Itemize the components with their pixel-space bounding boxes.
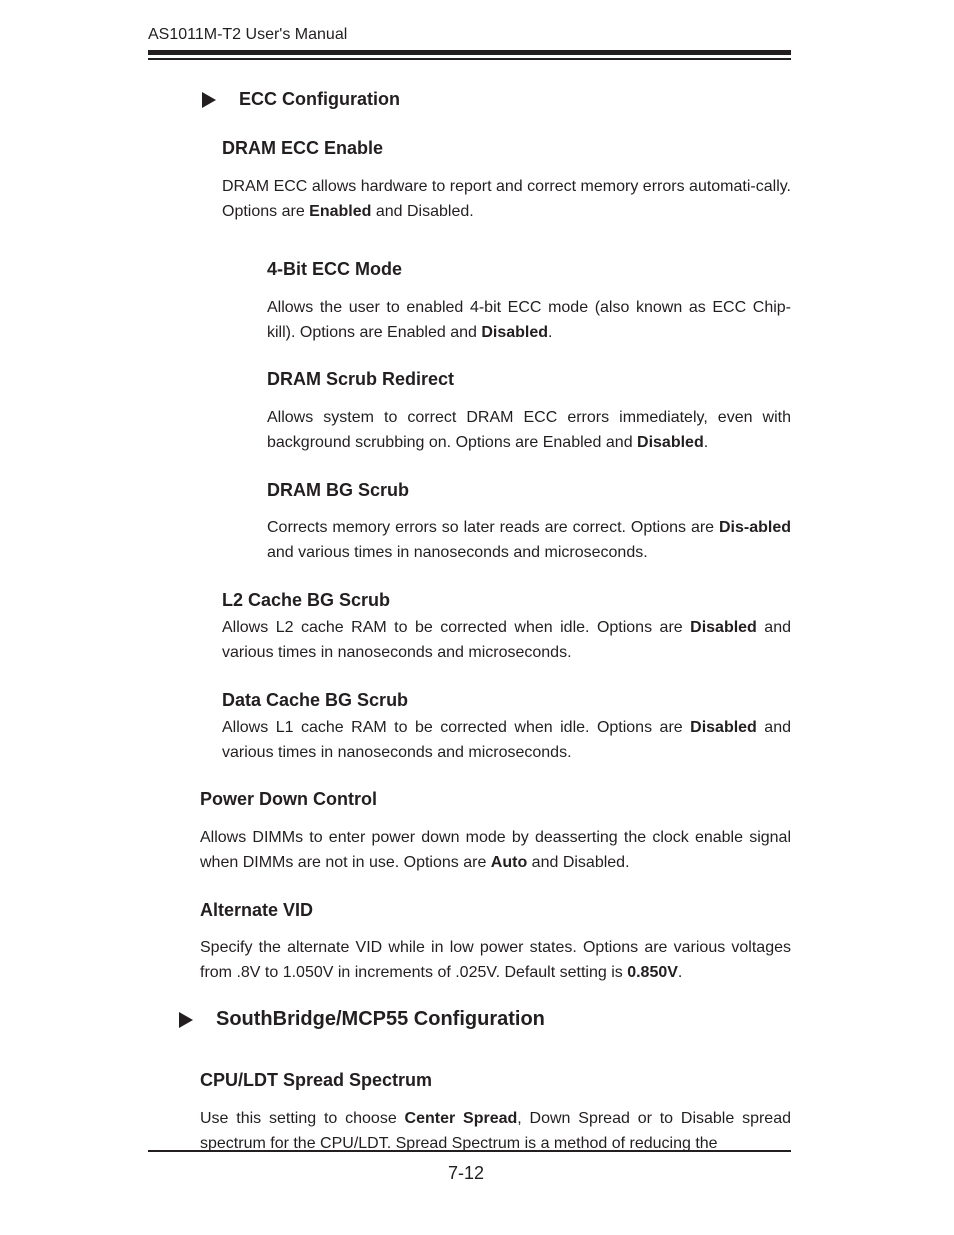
item-title-dram-bg-scrub: DRAM BG Scrub — [267, 480, 410, 500]
item-title-l2-cache-bg-scrub: L2 Cache BG Scrub — [222, 590, 391, 610]
item-desc-4bit-ecc-mode: Allows the user to enabled 4-bit ECC mode (also known as ECC Chip-kill). Options are Enabled and Disabled. — [267, 299, 791, 341]
footer-rule — [148, 1150, 791, 1152]
item-desc-dram-bg-scrub: Corrects memory errors so later reads are correct. Options are Dis-abled and various times in nanoseconds and microseconds. — [267, 519, 791, 561]
item-title-dram-scrub-redirect: DRAM Scrub Redirect — [267, 369, 455, 389]
manual-title: AS1011M-T2 User's Manual — [148, 26, 348, 43]
triangle-arrow-icon — [202, 92, 216, 108]
triangle-arrow-icon — [179, 1012, 193, 1028]
item-title-alternate-vid: Alternate VID — [200, 900, 314, 920]
section-title-ecc: ECC Configuration — [239, 89, 400, 109]
item-desc-dram-scrub-redirect: Allows system to correct DRAM ECC errors immediately, even with background scrubbing on. Options are Enabled and Disabled. — [267, 409, 791, 451]
item-title-cpu-ldt-spread-spectrum: CPU/LDT Spread Spectrum — [200, 1070, 433, 1090]
item-desc-data-cache-bg-scrub: Allows L1 cache RAM to be corrected when idle. Options are Disabled and various times in nanoseconds and microseconds. — [222, 719, 791, 761]
item-title-dram-ecc-enable: DRAM ECC Enable — [222, 138, 384, 158]
section-title-southbridge: SouthBridge/MCP55 Configuration — [216, 1008, 545, 1030]
item-title-data-cache-bg-scrub: Data Cache BG Scrub — [222, 690, 409, 710]
item-desc-alternate-vid: Specify the alternate VID while in low power states. Options are various voltages from .8V to 1.050V in increments of .025V. Default setting is 0.850V. — [200, 939, 791, 981]
header-rule-thick — [148, 50, 791, 55]
page-number: 7-12 — [448, 1163, 485, 1183]
header-rule-thin — [148, 58, 791, 60]
item-title-4bit-ecc-mode: 4-Bit ECC Mode — [267, 259, 402, 279]
item-title-power-down-control: Power Down Control — [200, 789, 377, 809]
item-desc-dram-ecc-enable: DRAM ECC allows hardware to report and correct memory errors automati-cally. Options are Enabled and Disabled. — [222, 178, 791, 220]
item-desc-cpu-ldt-spread-spectrum: Use this setting to choose Center Spread, Down Spread or to Disable spread spectrum for the CPU/LDT. Spread Spectrum is a method of reducing the — [200, 1110, 791, 1150]
item-desc-l2-cache-bg-scrub: Allows L2 cache RAM to be corrected when idle. Options are Disabled and various times in nanoseconds and microseconds. — [222, 619, 791, 661]
item-desc-power-down-control: Allows DIMMs to enter power down mode by deasserting the clock enable signal when DIMMs are not in use. Options are Auto and Disabled. — [200, 829, 791, 871]
